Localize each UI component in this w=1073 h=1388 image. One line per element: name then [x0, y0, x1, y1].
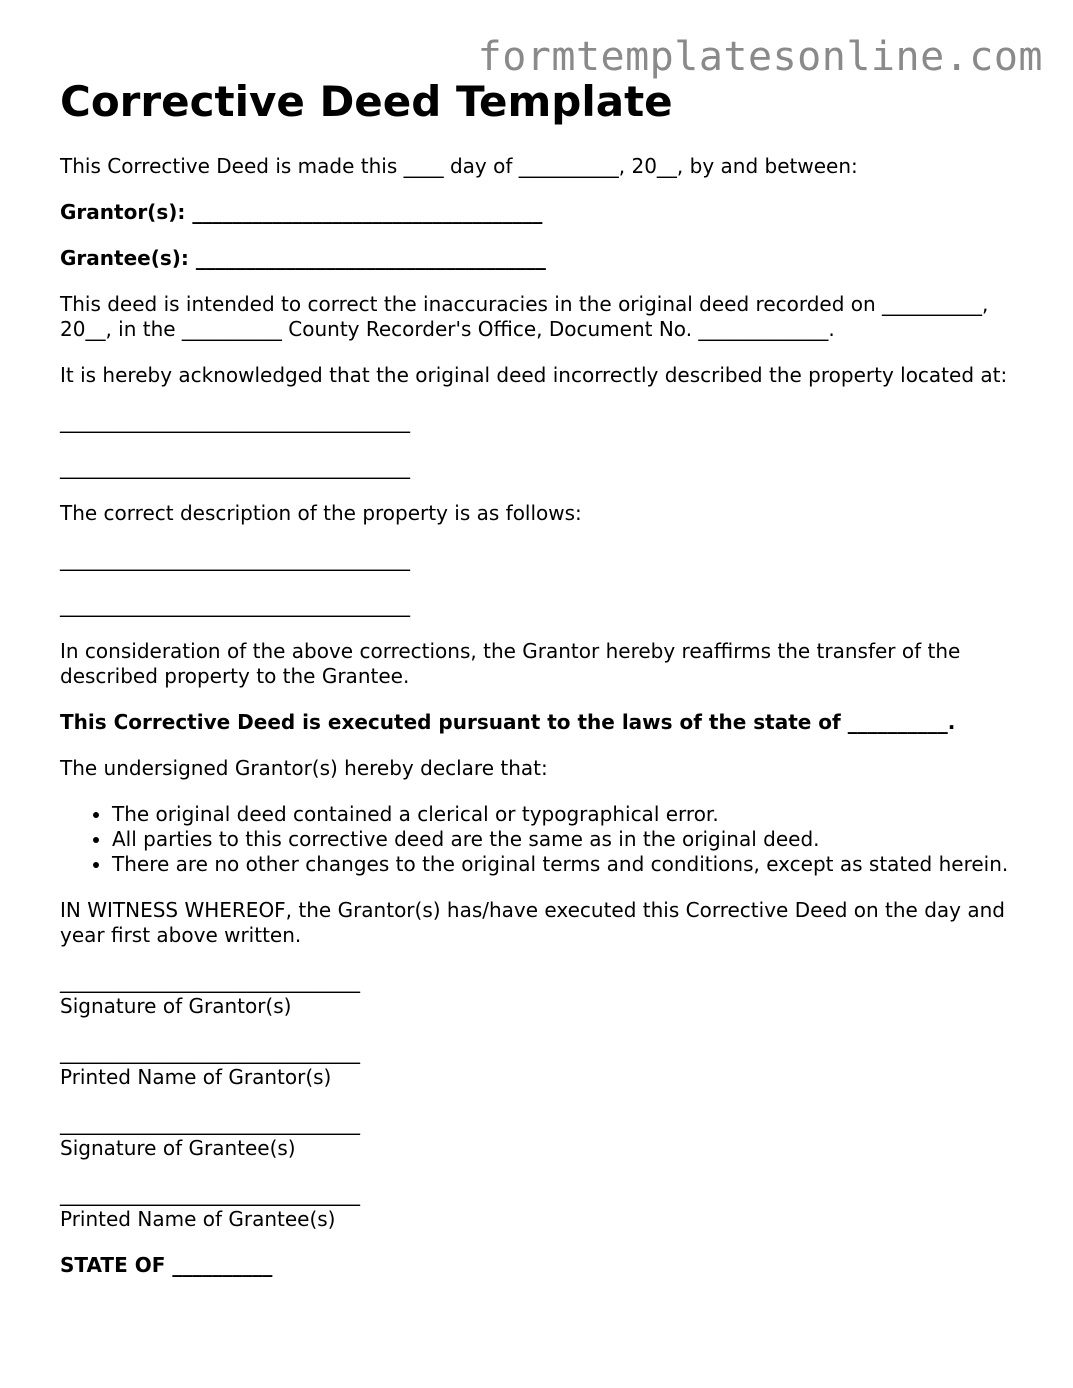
consideration-paragraph: In consideration of the above corrections, the Grantor hereby reaffirms the transfer of the described property to the Grantee. — [60, 639, 967, 688]
signature-label: Printed Name of Grantee(s) — [60, 1207, 336, 1231]
list-item: • There are no other changes to the original terms and conditions, except as stated herein. — [112, 852, 1020, 877]
acknowledged-paragraph: It is hereby acknowledged that the original deed incorrectly described the property located at: — [60, 363, 1008, 387]
signature-label: Signature of Grantee(s) — [60, 1136, 296, 1160]
correct-description-line-2: ___________________________________ — [60, 593, 410, 617]
signature-line: ______________________________ — [60, 1111, 360, 1135]
declarations-list — [60, 802, 1020, 877]
printed-name-block-grantor — [60, 1040, 1020, 1090]
signature-block-grantee — [60, 1111, 1020, 1161]
document — [60, 76, 1020, 1278]
grantor-line: Grantor(s): ___________________________________ — [60, 200, 543, 224]
signature-line: ______________________________ — [60, 1182, 360, 1206]
signature-block-grantor — [60, 969, 1020, 1019]
original-address-line-2: ___________________________________ — [60, 455, 410, 479]
signature-label: Printed Name of Grantor(s) — [60, 1065, 332, 1089]
declare-paragraph: The undersigned Grantor(s) hereby declare that: — [60, 756, 548, 780]
grantee-line: Grantee(s): ___________________________________ — [60, 246, 546, 270]
list-item: • All parties to this corrective deed are the same as in the original deed. — [112, 827, 1020, 852]
printed-name-block-grantee — [60, 1182, 1020, 1232]
page-title: Corrective Deed Template — [60, 77, 673, 126]
signature-label: Signature of Grantor(s) — [60, 994, 292, 1018]
signature-line: ______________________________ — [60, 1040, 360, 1064]
watermark: formtemplatesonline.com — [477, 34, 1043, 80]
correct-description-line-1: ___________________________________ — [60, 547, 410, 571]
state-of-line: STATE OF __________ — [60, 1253, 273, 1277]
signature-line: ______________________________ — [60, 969, 360, 993]
correct-description-paragraph: The correct description of the property is as follows: — [60, 501, 582, 525]
witness-paragraph: IN WITNESS WHEREOF, the Grantor(s) has/have executed this Corrective Deed on the day and year first above written. — [60, 898, 1012, 947]
intended-paragraph: This deed is intended to correct the inaccuracies in the original deed recorded on __________, 20__, in the __________ County Recorder's Office, Document No. _____________. — [60, 292, 995, 341]
intro-paragraph: This Corrective Deed is made this ____ day of __________, 20__, by and between: — [60, 154, 858, 178]
executed-paragraph: This Corrective Deed is executed pursuant to the laws of the state of __________. — [60, 710, 956, 734]
original-address-line-1: ___________________________________ — [60, 409, 410, 433]
list-item: • The original deed contained a clerical or typographical error. — [112, 802, 1020, 827]
